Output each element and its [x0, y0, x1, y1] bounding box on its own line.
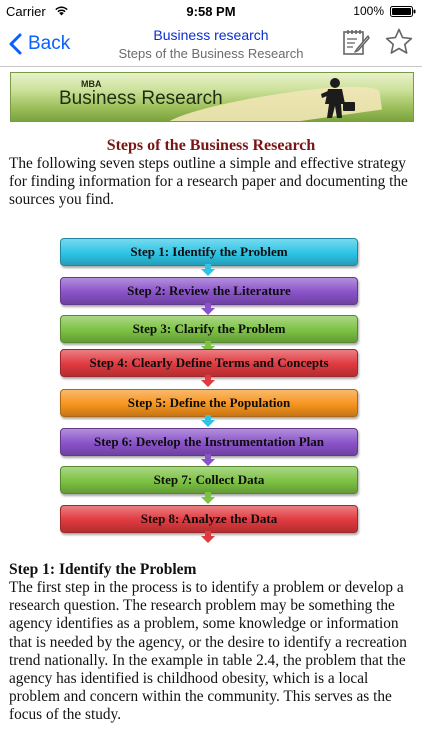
status-time: 9:58 PM: [186, 4, 236, 19]
step-label: Step 7: Collect Data: [153, 472, 265, 487]
article-title: Steps of the Business Research: [106, 137, 316, 154]
step-4-box: [60, 349, 358, 377]
step-label: Step 5: Define the Population: [127, 395, 291, 410]
arrow-down-icon: [201, 415, 215, 427]
arrow-down-icon: [201, 264, 215, 276]
intro-paragraph: The following seven steps outline a simple and effective strategy for finding information for a research paper and documenting the sources you find.: [9, 155, 408, 208]
step-7-box: [60, 466, 358, 494]
back-button[interactable]: [8, 30, 70, 58]
note-edit-icon[interactable]: [341, 27, 371, 57]
battery-icon: [390, 6, 416, 17]
step-label: Step 4: Clearly Define Terms and Concepts: [89, 355, 329, 370]
section-paragraph: The first step in the process is to identify a problem or develop a research question. The research problem may be something the agency identifies as a problem, some knowledge or information that is needed by the agency, or the desire to identify a recreation trend nationally. In the example in table 2.4, the problem that the agency has identified is childhood obesity, which is a local problem and concern within the community. This serves as the focus of the study.: [9, 579, 407, 724]
banner-mba-text: MBA: [81, 79, 102, 89]
step-3-box: [60, 315, 358, 343]
banner-image: [10, 72, 414, 122]
arrow-down-icon: [201, 375, 215, 387]
step-6-box: [60, 428, 358, 456]
back-label: Back: [28, 33, 71, 54]
step-label: Step 2: Review the Literature: [127, 283, 291, 298]
status-bar: [0, 0, 422, 22]
step-label: Step 1: Identify the Problem: [130, 244, 288, 259]
arrow-down-icon: [201, 531, 215, 543]
banner-title: Business Research: [59, 88, 223, 109]
chevron-left-icon: [8, 33, 22, 55]
step-label: Step 3: Clarify the Problem: [132, 321, 286, 336]
nav-subtitle: Steps of the Business Research: [118, 46, 304, 61]
nav-title: Business research: [153, 27, 269, 43]
step-label: Step 8: Analyze the Data: [140, 511, 278, 526]
step-8-box: [60, 505, 358, 533]
arrow-down-icon: [201, 492, 215, 504]
steps-diagram: [0, 232, 422, 542]
step-5-box: [60, 389, 358, 417]
nav-titles: [100, 27, 322, 62]
star-icon[interactable]: [384, 27, 414, 57]
battery-percent: 100%: [353, 4, 384, 18]
businessman-silhouette-icon: [311, 76, 361, 120]
arrow-down-icon: [201, 303, 215, 315]
step-2-box: [60, 277, 358, 305]
carrier-label: Carrier: [6, 4, 46, 19]
navigation-bar: [0, 22, 422, 67]
step-label: Step 6: Develop the Instrumentation Plan: [93, 434, 325, 449]
step-1-box: [60, 238, 358, 266]
section-heading: Step 1: Identify the Problem: [9, 561, 197, 578]
arrow-down-icon: [201, 454, 215, 466]
